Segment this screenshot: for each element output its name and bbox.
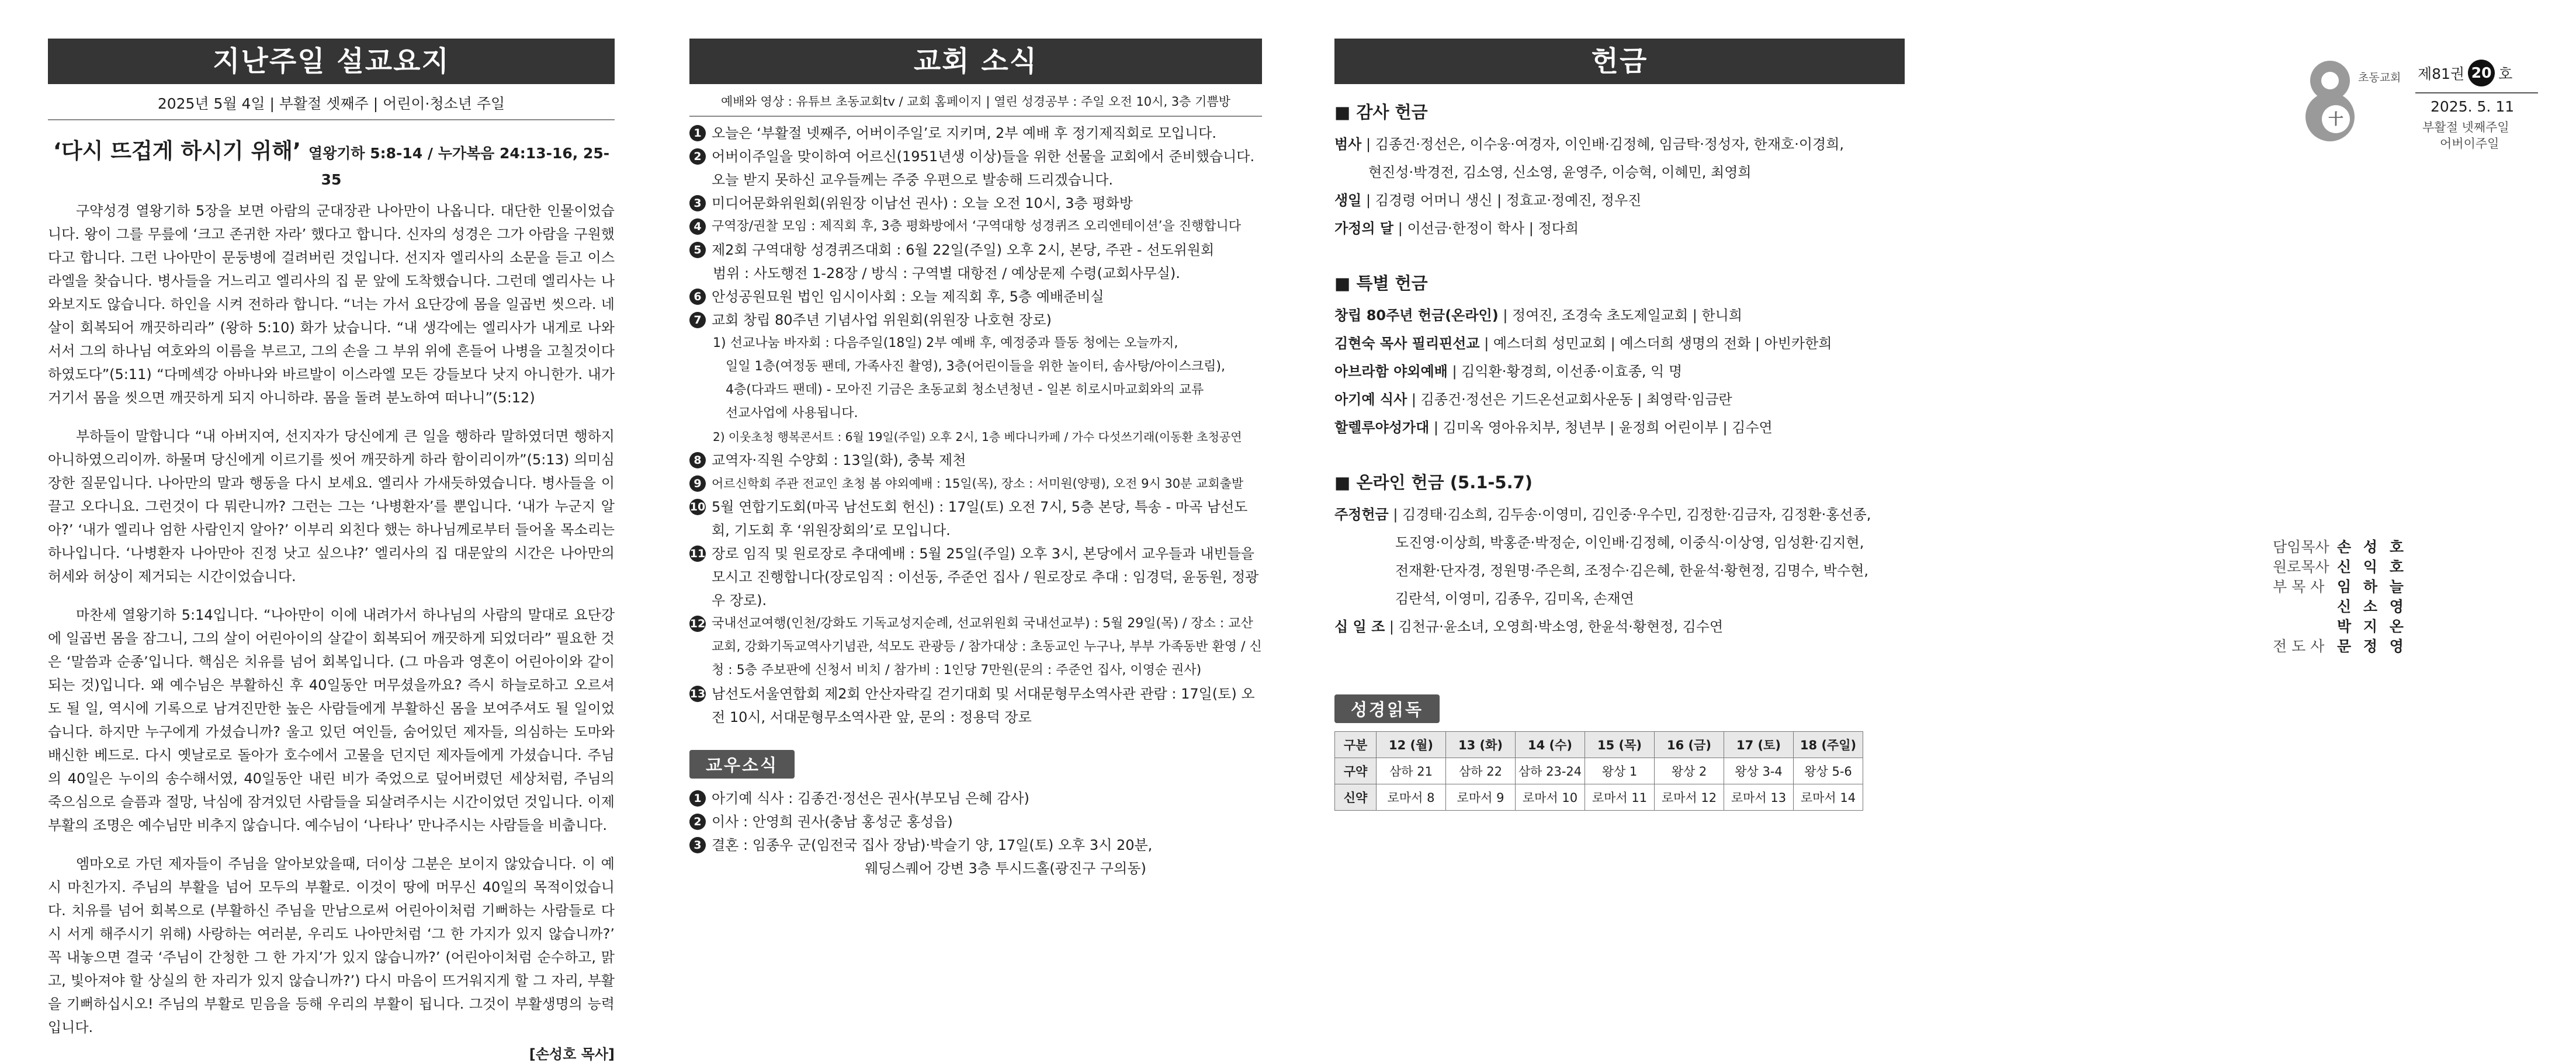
sub-item: 2) 이웃초청 행복콘서트 : 6월 19일(주일) 오후 2시, 1층 베다니카페 / 가수 다섯쓰기래(이동환 초청공연 (713, 430, 1242, 444)
table-cell: 로마서 8 (1377, 784, 1446, 811)
table-header-cell: 13 (화) (1446, 732, 1516, 758)
item-number: 1 (689, 125, 706, 141)
issue-line (2418, 60, 2512, 86)
member-item: 2 이사 : 안영희 권사(충남 홍성군 홍성읍) (689, 810, 1262, 833)
online-offering-heading: ■ 온라인 헌금 (5.1-5.7) (1334, 473, 1533, 492)
table-cell: 왕상 5-6 (1794, 758, 1863, 784)
table-cell: 왕상 1 (1585, 758, 1655, 784)
week-name: 부활절 넷째주일 (2422, 120, 2509, 134)
sub-item: 선교사업에 사용됩니다. (726, 406, 858, 421)
item-number: 9 (689, 475, 706, 492)
item-number: 11 (689, 546, 706, 562)
item-number: 2 (689, 814, 706, 830)
item-number: 3 (689, 195, 706, 211)
news-item: 10 5월 연합기도회(마곡 남선도회 헌신) : 17일(토) 오전 7시, 5층 본당, 특송 - 마곡 남선도회, 기도회 후 ‘위원장회의’로 모입니다. (689, 499, 1248, 539)
offering-line: 김현숙 목사 필리핀선교 | 예스더희 성민교회 | 예스더희 생명의 전화 | 아빈카한희 (1334, 335, 1832, 352)
staff-row: 신 소 영 (2337, 598, 2407, 615)
news-item-detail: 범위 : 사도행전 1-28장 / 방식 : 구역별 대항전 / 예상문제 수령(교회사무실). (713, 265, 1180, 282)
table-cell: 로마서 14 (1794, 784, 1863, 811)
staff-row: 담임목사 손 성 호 (2273, 539, 2407, 555)
item-number: 8 (689, 452, 706, 468)
church-logo (2301, 56, 2366, 144)
sermon-subtitle: 2025년 5월 4일 | 부활절 셋째주 | 어린이·청소년 주일 (48, 84, 615, 120)
table-header-cell: 15 (목) (1585, 732, 1655, 758)
offering-line: 아기예 식사 | 김종건·정선은 기드온선교회사운동 | 최영락·임금란 (1334, 391, 1732, 408)
offering-line: 십 일 조 | 김천규·윤소녀, 오영희·박소영, 한윤석·황현정, 김수연 (1334, 619, 1724, 635)
news-item: 11 장로 임직 및 원로장로 추대예배 : 5월 25일(주일) 오후 3시, 본당에서 교우들과 내빈들을 모시고 진행합니다(장로임직 : 이선동, 주준언 집사 / 원로장로 추대 : 임경덕, 윤동원, 정광우 장로). (689, 546, 1259, 609)
masthead (2301, 56, 2546, 173)
offering-line: 범사 | 김종건·정선은, 이수웅·여경자, 이인배·김정혜, 임금탁·정성자, 한재호·이경희, (1334, 136, 1845, 152)
table-cell: 로마서 11 (1585, 784, 1655, 811)
news-item: 9 어르신학회 주관 전교인 초청 봄 야외예배 : 15일(목), 장소 : 서미원(양평), 오전 9시 30분 교회출발 (689, 472, 1262, 495)
sermon-signature: [손성호 목사] (529, 1046, 615, 1062)
table-header-row (1335, 732, 1863, 758)
table-cell: 로마서 10 (1516, 784, 1585, 811)
news-item: 2 어버이주일을 맞이하여 어르신(1951년생 이상)들을 위한 선물을 교회에서 준비했습니다. 오늘 받지 못하신 교우들께는 주중 우편으로 발송해 드리겠습니다. (689, 145, 1262, 192)
news-item: 8 교역자·직원 수양회 : 13일(화), 충북 제천 (689, 449, 1262, 472)
member-item: 1 아기예 식사 : 김종건·정선은 권사(부모님 은혜 감사) (689, 787, 1262, 810)
church-logo-icon (2301, 56, 2366, 144)
offering-line: 도진영·이상희, 박홍준·박정순, 이인배·김정혜, 이중식·이상영, 임성환·김지현, (1395, 534, 1864, 551)
staff-list (2273, 537, 2407, 656)
item-number: 2 (689, 148, 706, 165)
table-header-cell: 18 (주일) (1794, 732, 1863, 758)
sermon-banner: 지난주일 설교요지 (48, 39, 615, 84)
table-cell: 왕상 3-4 (1724, 758, 1794, 784)
volume: 제81권 (2418, 65, 2465, 82)
news-item: 4 구역장/권찰 모임 : 제직회 후, 3층 평화방에서 ‘구역대항 성경퀴즈 오리엔테이션’을 진행합니다 (689, 215, 1262, 238)
offering-line: 할렐루야성가대 | 김미옥 영아유치부, 청년부 | 윤정희 어린이부 | 김수연 (1334, 419, 1773, 436)
offering-line: 생일 | 김경령 어머니 생신 | 정효교·정예진, 정우진 (1334, 192, 1642, 209)
sermon-paragraph: 부하들이 말합니다 “내 아버지여, 선지자가 당신에게 큰 일을 행하라 말하였더면 행하지 아니하였으리이까. 하물며 당신에게 이르기를 씻어 깨끗하게 하라 함이리이까”(5:13) 의미심장한 질문입니다. 나아만의 말과 행동을 다시 보세요. 엘리사 가새듯하였습니다. 병사들을 이끌고 오다니요. 그런것이 다 뭐란니까? 그런는 그는 ‘나병환자’를 뿐입니다. ‘내가 누군지 알아?’ ‘내가 엘리나 엄한 사람인지 알아?’ 이부리 외친다 했는 하나님께로부터 들어올 목소리는 하나입니다. ‘나병환자 나아만아 진정 낫고 싶으냐?’ 엘리사의 집 대문앞의 시간은 나아만의 허세와 허상이 제거되는 시간이었습니다. (48, 428, 615, 585)
offering-line: 김란석, 이영미, 김종우, 김미옥, 손재연 (1395, 590, 1634, 607)
news-item: 5 제2회 구역대항 성경퀴즈대회 : 6월 22일(주일) 오후 2시, 본당, 주관 - 선도위원회 (689, 238, 1262, 262)
table-cell: 구약 (1335, 758, 1377, 784)
table-cell: 삼하 22 (1446, 758, 1516, 784)
news-item: 3 미디어문화위원회(위원장 이남선 권사) : 오늘 오전 10시, 3층 평화방 (689, 192, 1262, 215)
table-cell: 신약 (1335, 784, 1377, 811)
item-number: 4 (689, 218, 706, 235)
member-item-detail: 웨딩스퀘어 강변 3층 투시드홀(광진구 구의동) (865, 860, 1146, 877)
news-item: 6 안성공원묘원 법인 임시이사회 : 오늘 제직회 후, 5층 예배준비실 (689, 285, 1262, 308)
offering-banner: 헌금 (1334, 39, 1905, 84)
sermon-title-line (48, 133, 615, 190)
sub-item: 1) 선교나눔 바자회 : 다음주일(18일) 2부 예배 후, 예정중과 뜰동 청에는 오늘까지, (713, 336, 1178, 350)
table-cell: 로마서 13 (1724, 784, 1794, 811)
week-name-2: 어버이주일 (2440, 137, 2499, 151)
bible-reading-table (1334, 731, 1863, 811)
masthead-divider (2415, 92, 2538, 93)
table-cell: 삼하 21 (1377, 758, 1446, 784)
offering-line: 현진성·박경전, 김소영, 신소영, 윤영주, 이승혁, 이혜민, 최영희 (1368, 164, 1752, 180)
offering-line: 가정의 달 | 이선금·한정이 학사 | 정다희 (1334, 220, 1579, 237)
news-banner: 교회 소식 (689, 39, 1262, 84)
svg-text:十: 十 (2328, 111, 2344, 128)
item-number: 5 (689, 242, 706, 258)
item-number: 13 (689, 686, 706, 702)
bible-reading-tag: 성경읽독 (1334, 694, 1440, 723)
news-item: 12 국내선교여행(인천/강화도 기독교성지순례, 선교위원회 국내선교부) : 5월 29일(목) / 장소 : 교산교회, 강화기독교역사기념관, 석모도 관광등 / 참가대상 : 초동교인 누구나, 부부 가족동반 환영 / 신청 : 5층 주보판에 신청서 비치 / 참가비 : 1인당 7만원(문의 : 주준언 집사, 이영순 권사) (689, 616, 1262, 678)
table-header-cell: 16 (금) (1655, 732, 1724, 758)
news-item: 7 교회 창립 80주년 기념사업 위원회(위원장 나호현 장로) (689, 308, 1262, 332)
table-cell: 로마서 12 (1655, 784, 1724, 811)
table-cell: 왕상 2 (1655, 758, 1724, 784)
table-cell: 삼하 23-24 (1516, 758, 1585, 784)
issue-suffix: 호 (2498, 65, 2513, 82)
offering-line: 주정헌금 | 김경태·김소희, 김두송·이영미, 김인중·우수민, 김정한·김금자, 김정환·홍선종, (1334, 506, 1871, 523)
news-item: 13 남선도서울연합회 제2회 안산자락길 걷기대회 및 서대문형무소역사관 관람 : 17일(토) 오전 10시, 서대문형무소역사관 앞, 문의 : 정용덕 장로 (689, 686, 1255, 725)
special-offering-heading: ■ 특별 헌금 (1334, 273, 1428, 293)
sermon-paragraph: 엠마오로 가던 제자들이 주님을 알아보았을때, 더이상 그분은 보이지 않았습니다. 이 예시 마친가지. 주님의 부활을 넘어 모두의 부활로. 이것이 땅에 머무신 40일의 목적이었습니다. 치유를 넘어 회복으로 (부활하신 주님을 만남으로써 어린아이처럼 기뻐하는 사람들로 다시 서게 해주시기 위해) 사랑하는 여러분, 우리도 나아만처럼 ‘그 한 가지가 있지 않습니까?’ 꼭 내놓으면 결국 ‘주님이 간청한 그 한 가지’가 있지 않습니까?’ (어린아이처럼 순수하고, 맑고, 빛아져야 할 상실의 한 자리가 있지 않습니까?’) 다시 마음이 뜨거워지게 할 그 자리, 부활을 기뻐하십시오! 주님의 부활로 믿음을 등해 우리의 부활이 됩니다. 그것이 부활생명의 능력입니다. (48, 856, 615, 1036)
staff-row: 원로목사 신 익 호 (2273, 558, 2407, 575)
news-subtitle: 예배와 영상 : 유튜브 초동교회tv / 교회 홈페이지 | 열린 성경공부 : 주일 오전 10시, 3층 기쁨방 (689, 84, 1262, 117)
sermon-reference: 열왕기하 5:8-14 / 누가복음 24:13-16, 25-35 (308, 145, 610, 188)
news-column (689, 39, 1262, 880)
offering-line: 아브라함 야외예배 | 김익환·황경희, 이선종·이효종, 익 명 (1334, 363, 1683, 380)
sermon-title: ‘다시 뜨겁게 하시기 위해’ (53, 138, 301, 164)
table-header-cell: 17 (토) (1724, 732, 1794, 758)
sermon-paragraph: 구약성경 열왕기하 5장을 보면 아람의 군대장관 나아만이 나옵니다. 대단한 인물이었습니다. 왕이 그를 무릎에 ‘크고 존귀한 자라’ 했다고 합니다. 신자의 성경은 그가 아람을 구원했다고 합니다. 그런 나아만이 문둥병에 걸려버린 것입니다. 선지자 엘리사의 소문을 듣고 이스라엘을 찾습니다. 병사들을 거느리고 엘리사의 집 문 앞에 도착했습니다. 그런데 엘리사는 나와보지도 않습니다. 하인을 시켜 전하라 합니다. “너는 가서 요단강에 몸을 일곱번 씻으라. 네 살이 회복되어 깨끗하리라” (왕하 5:10) 화가 났습니다. “내 생각에는 엘리사가 내게로 나와 서서 그의 하나님 여호와의 이름을 부르고, 그의 손을 그 부위 위에 흔들어 나병을 고칠것이다 하였도다”(5:11) “다메섹강 아바나와 바르발이 이스라엘 모든 강들보다 낫지 아니한가. 내가 거기서 몸을 씻으면 깨끗하게 되지 아니하랴. 몸을 돌려 분노하여 떠나니”(5:12) (48, 203, 615, 406)
item-number: 7 (689, 312, 706, 328)
table-cell: 로마서 9 (1446, 784, 1516, 811)
table-header-cell: 12 (월) (1377, 732, 1446, 758)
table-header-cell: 구분 (1335, 732, 1377, 758)
sermon-paragraph: 마찬세 열왕기하 5:14입니다. “나아만이 이에 내려가서 하나님의 사람의 말대로 요단강에 일곱번 몸을 잠그니, 그의 살이 어린아이의 살같이 회복되어 깨끗하게 되었더라” 필요한 것은 ‘말씀과 순종’입니다. 핵심은 치유를 넘어 회복입니다. (그 마음과 영혼이 어린아이와 같이 되는 것)입니다. 왜 예수님은 부활하신 후 40일동안 머무셨을까요? 즉시 하늘로하고 오르셔도 될 일, 역시에 기록으로 남겨진만한 높은 사람들에게 부활하신 몸을 보여주셔도 될 일이었습니다. 하지만 누구에게 가셨습니까? 울고 있던 여인들, 숨어있던 제자들, 의심하는 도마와 배신한 베드로. 다시 옛날로로 돌아가 호수에서 고물을 던지던 제자들에게 가셨습니다. 주님의 40일은 누이의 송수해서였, 40일동안 내린 비가 죽었으로 덮어버렸던 세상처럼, 주님의 죽으심으로 슬픔과 절망, 낙심에 잠겨있던 사람들을 되살려주시는 시간이었던 것입니다. 이제 부활의 조명은 예수님만 비추지 않습니다. 예수님이 ‘나타나’ 만나주시는 사람들을 비춥니다. (48, 607, 615, 833)
staff-row: 박 지 온 (2337, 618, 2407, 635)
offering-line: 창립 80주년 헌금(온라인) | 정여진, 조경숙 초도제일교회 | 한니희 (1334, 307, 1743, 324)
member-item: 3 결혼 : 임종우 군(임전국 집사 장남)·박슬기 양, 17일(토) 오후 3시 20분, (689, 833, 1262, 857)
sermon-column (48, 39, 615, 1063)
table-row (1335, 784, 1863, 811)
offering-column (1334, 39, 1954, 811)
staff-row: 부 목 사 임 하 늘 (2273, 578, 2407, 595)
table-header-cell: 14 (수) (1516, 732, 1585, 758)
church-name: 초동교회 (2358, 71, 2401, 84)
issue-number: 20 (2468, 60, 2495, 86)
members-news-tag: 교우소식 (689, 750, 795, 779)
issue-date: 2025. 5. 11 (2431, 98, 2515, 115)
item-number: 1 (689, 790, 706, 807)
news-item: 1 오늘은 ‘부활절 넷째주, 어버이주일’로 지키며, 2부 예배 후 정기제직회로 모입니다. (689, 121, 1262, 145)
sub-item: 일일 1층(여정동 팬데, 가족사진 촬영), 3층(어린이들을 위한 놀이터, 솜사탕/아이스크림), (726, 359, 1225, 374)
sub-item: 4층(다과드 팬데) - 모아진 기금은 초동교회 청소년청년 - 일본 히로시마교회와의 교류 (726, 383, 1204, 397)
item-number: 3 (689, 837, 706, 853)
staff-row: 전 도 사 문 정 영 (2273, 638, 2407, 655)
table-row (1335, 758, 1863, 784)
item-number: 10 (689, 499, 706, 515)
offering-line: 전재환·단자경, 정원명·주은희, 조정수·김은혜, 한윤석·황현정, 김명수, 박수현, (1395, 562, 1868, 579)
thanks-offering-heading: ■ 감사 헌금 (1334, 102, 1428, 122)
item-number: 12 (689, 616, 706, 632)
item-number: 6 (689, 289, 706, 305)
